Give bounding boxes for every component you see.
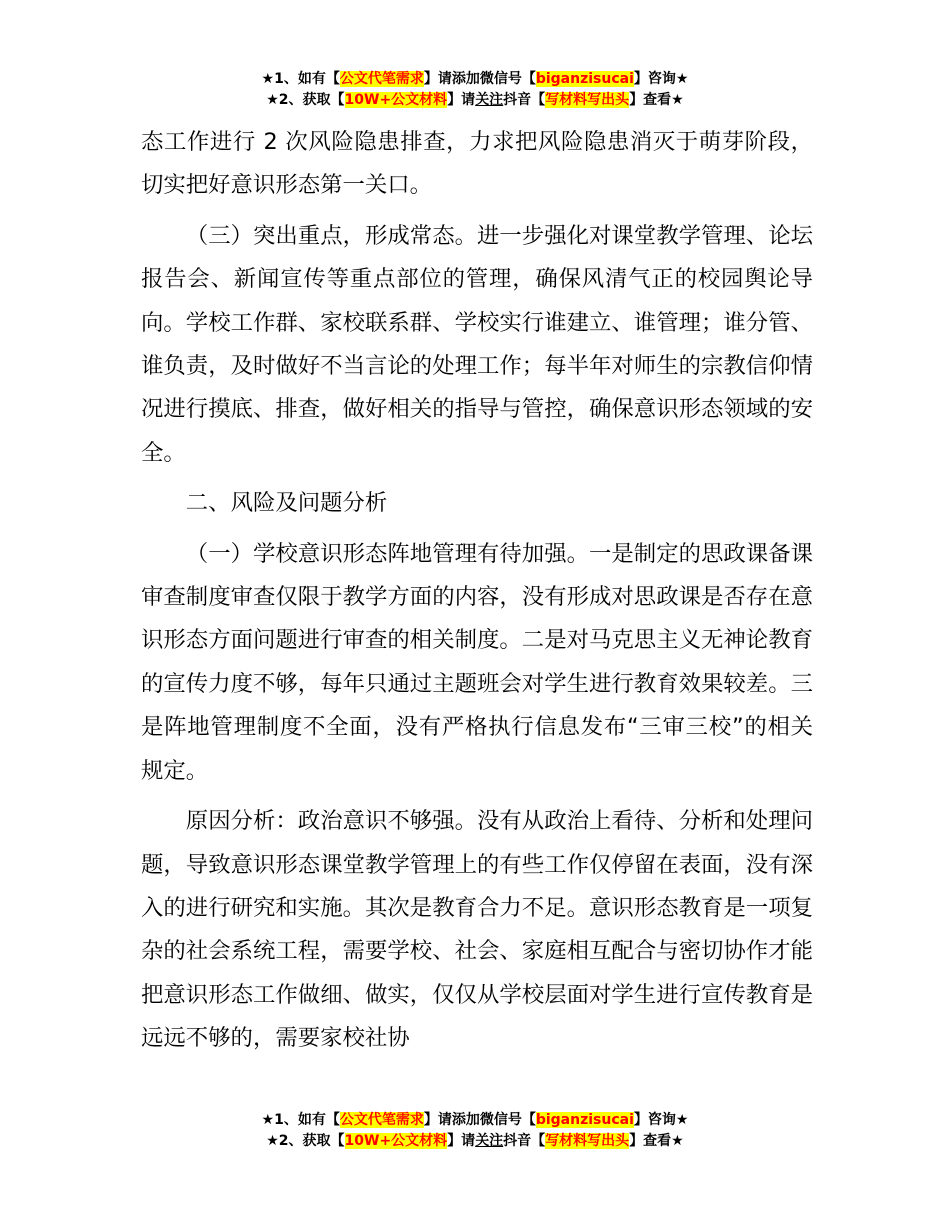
banner-text: 】请添加微信号【 — [423, 1112, 536, 1128]
paragraph-section-3: （三）突出重点，形成常态。进一步强化对课堂教学管理、论坛报告会、新闻宣传等重点部位的管理，确保风清气正的校园舆论导向。学校工作群、家校联系群、学校实行谁建立、谁管理；谁分管、谁负责，及时做好不当言论的处理工作；每半年对师生的宗教信仰情况进行摸底、排查，做好相关的指导与管控，确保意识形态领域的安全。 — [141, 222, 813, 466]
banner-text: 】咨询★ — [633, 1112, 689, 1128]
banner-text: 】请 — [447, 92, 476, 108]
section-heading: 二、风险及问题分析 — [185, 490, 388, 517]
highlight-materials: 10W+公文材料 — [344, 1133, 448, 1149]
highlight-service: 公文代笔需求 — [339, 1112, 424, 1128]
banner-text: 抖音【 — [503, 1133, 546, 1149]
highlight-wechat-id: biganzisucai — [535, 1112, 634, 1128]
banner-line-2 — [0, 90, 950, 111]
paragraph-continuation: 态工作进行 2 次风险隐患排查，力求把风险隐患消灭于萌芽阶段，切实把好意识形态第一关口。 — [141, 129, 813, 199]
document-body — [141, 121, 813, 1061]
header-banner — [0, 69, 950, 111]
footer-banner — [0, 1110, 950, 1152]
highlight-materials: 10W+公文材料 — [344, 92, 448, 108]
banner-text: 抖音【 — [503, 92, 546, 108]
highlight-service: 公文代笔需求 — [339, 71, 424, 87]
banner-text: ★2、获取【 — [266, 1133, 345, 1149]
highlight-wechat-id: biganzisucai — [535, 71, 634, 87]
paragraph-cause-analysis: 原因分析：政治意识不够强。没有从政治上看待、分析和处理问题，导致意识形态课堂教学管理上的有些工作仅停留在表面，没有深入的进行研究和实施。其次是教育合力不足。意识形态教育是一项复杂的社会系统工程，需要学校、社会、家庭相互配合与密切协作才能把意识形态工作做细、做实，仅仅从学校层面对学生进行宣传教育是远远不够的，需要家校社协 — [141, 808, 813, 1052]
banner-line-1 — [0, 1110, 950, 1131]
banner-text: 】查看★ — [629, 1133, 684, 1149]
underlined-follow: 关注 — [475, 1133, 504, 1149]
paragraph-item-1: （一）学校意识形态阵地管理有待加强。一是制定的思政课备课审查制度审查仅限于教学方面的内容，没有形成对思政课是否存在意识形态方面问题进行审查的相关制度。二是对马克思主义无神论教育的宣传力度不够，每年只通过主题班会对学生进行教育效果较差。三是阵地管理制度不全面，没有严格执行信息发布“三审三校”的相关规定。 — [141, 540, 813, 784]
highlight-douyin-name: 写材料写出头 — [545, 92, 630, 108]
banner-text: ★1、如有【 — [261, 71, 340, 87]
banner-text: 】请添加微信号【 — [423, 71, 536, 87]
banner-text: 】查看★ — [629, 92, 684, 108]
highlight-douyin-name: 写材料写出头 — [545, 1133, 630, 1149]
banner-text: 】咨询★ — [633, 71, 689, 87]
banner-text: ★1、如有【 — [261, 1112, 340, 1128]
underlined-follow: 关注 — [475, 92, 504, 108]
banner-line-2 — [0, 1131, 950, 1152]
banner-text: ★2、获取【 — [266, 92, 345, 108]
banner-line-1 — [0, 69, 950, 90]
banner-text: 】请 — [447, 1133, 476, 1149]
